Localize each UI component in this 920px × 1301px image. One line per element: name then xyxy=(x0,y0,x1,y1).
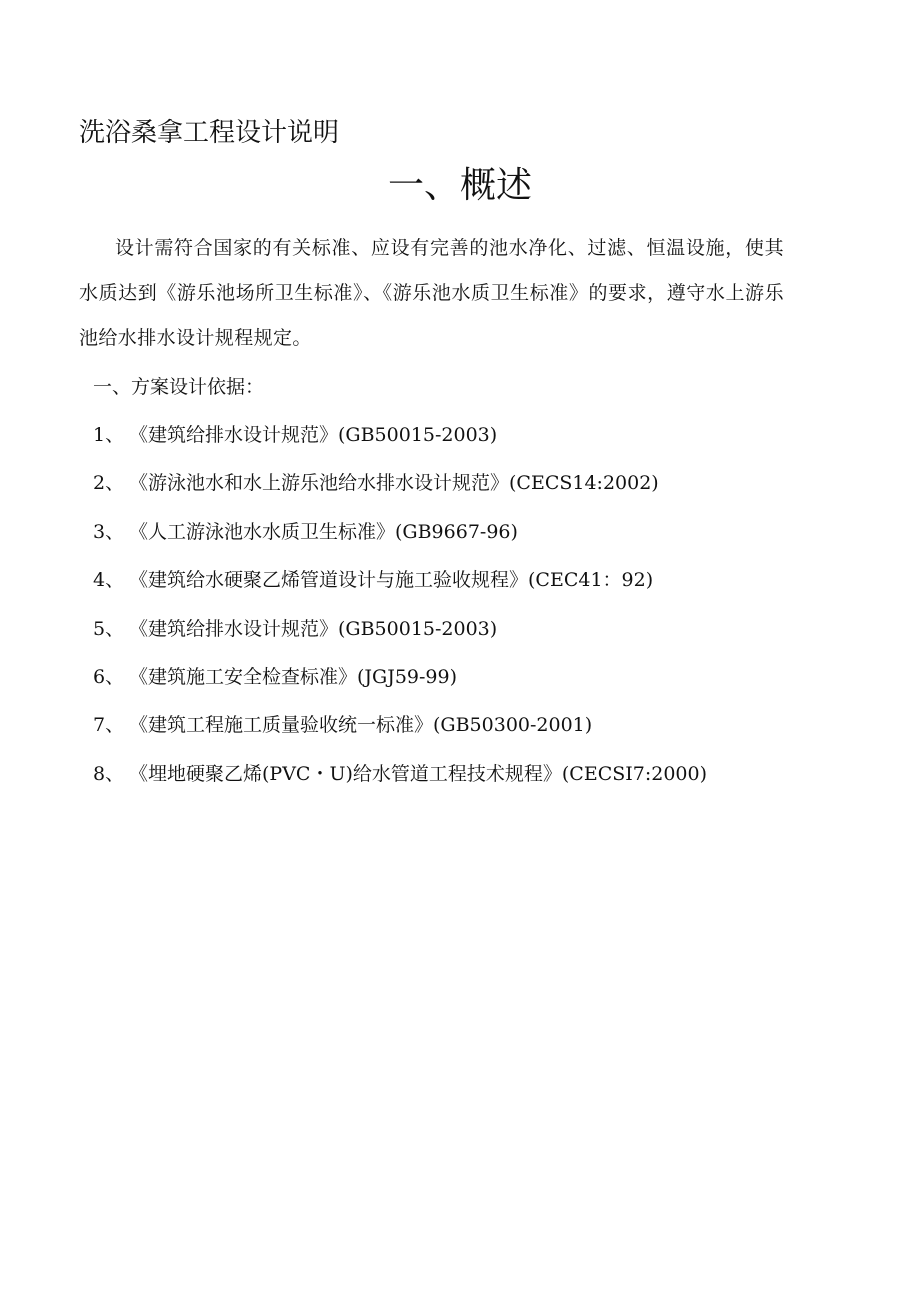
design-basis-heading: 一、方案设计依据： xyxy=(93,376,265,398)
reference-number: 6、 xyxy=(93,665,125,688)
reference-number: 4、 xyxy=(93,569,125,592)
reference-number: 5、 xyxy=(93,617,125,640)
reference-text: 《建筑给排水设计规范》(GB50015-2003) xyxy=(129,424,498,446)
reference-text: 《人工游泳池水水质卫生标准》(GB9667-96) xyxy=(129,520,518,543)
intro-paragraph: 设计需符合国家的有关标准、应设有完善的池水净化、过滤、恒温设施，使其水质达到《游乐池场所卫生标准》、《游乐池水质卫生标准》的要求，遵守水上游乐池给水排水设计规程规定。 xyxy=(79,237,784,349)
reference-list xyxy=(93,421,707,808)
reference-item xyxy=(93,663,707,711)
reference-text: 《建筑给排水设计规范》(GB50015-2003) xyxy=(129,617,498,640)
reference-item xyxy=(93,760,707,808)
reference-item xyxy=(93,469,707,517)
section-heading-overview: 一、概述 xyxy=(387,165,532,206)
reference-number: 3、 xyxy=(93,520,125,543)
reference-number: 1、 xyxy=(93,424,125,446)
document-title: 洗浴桑拿工程设计说明 xyxy=(79,118,340,148)
reference-number: 8、 xyxy=(93,762,125,785)
reference-number: 2、 xyxy=(93,472,125,495)
reference-text: 《建筑工程施工质量验收统一标准》(GB50300-2001) xyxy=(129,714,593,737)
reference-text: 《建筑施工安全检查标准》(JGJ59-99) xyxy=(129,665,458,688)
reference-item xyxy=(93,421,707,469)
reference-text: 《埋地硬聚乙烯(PVC・U)给水管道工程技术规程》(CECSI7:2000) xyxy=(129,762,708,785)
reference-item xyxy=(93,518,707,566)
reference-item xyxy=(93,566,707,614)
reference-item xyxy=(93,711,707,759)
reference-number: 7、 xyxy=(93,714,125,737)
reference-item xyxy=(93,615,707,663)
reference-text: 《游泳池水和水上游乐池给水排水设计规范》(CECS14:2002) xyxy=(129,472,659,495)
reference-text: 《建筑给水硬聚乙烯管道设计与施工验收规程》(CEC41：92) xyxy=(129,569,654,592)
